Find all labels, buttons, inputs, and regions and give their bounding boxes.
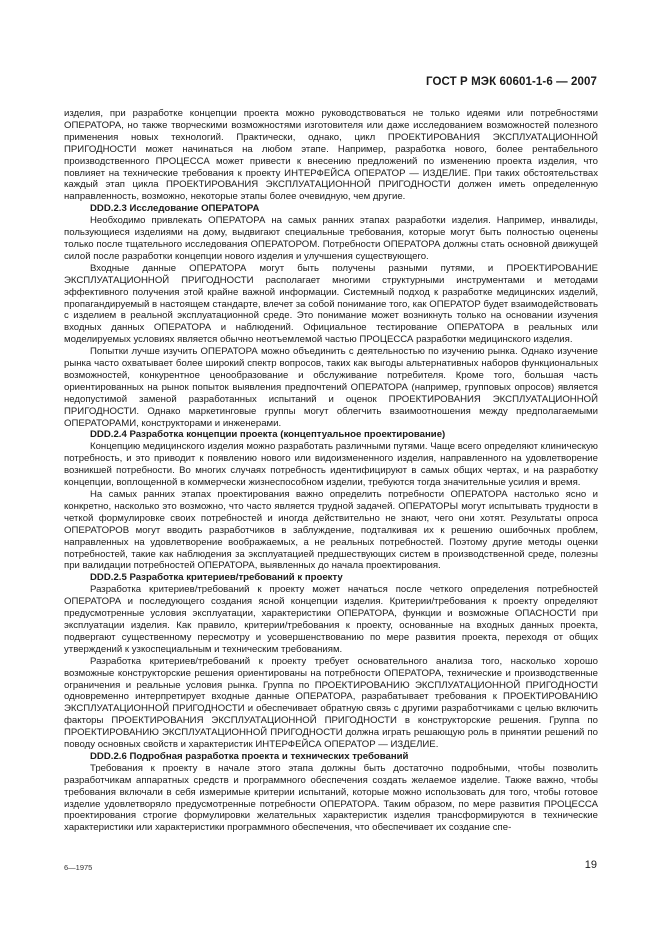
- paragraph-2-4-b: На самых ранних этапах проектирования важно определить потребности ОПЕРАТОРА настолько ясно и конкретно, насколько это возможно, что часто является трудной задачей. ОПЕРАТОРЫ могут испытывать трудности в четкой формулировке своих потребностей и иногда действительно не знают, чего они хотят. Результаты опроса ОПЕРАТОРОВ могут вводить разработчиков в заблуждение, подталкивая их к решению ошибочных проблем, направленных на удовлетворение воображаемых, а не реальных потребностей. Поэтому другие методы оценки потребностей, такие как наблюдения за эксплуатацией предшествующих систем в производственной среде, полезны при валидации потребностей ОПЕРАТОРА, выявленных до начала проектирования.: [64, 489, 598, 572]
- paragraph-2-6-a: Требования к проекту в начале этого этапа должны быть достаточно подробными, чтобы позволить разработчикам аппаратных средств и программного обеспечения создать желаемое изделие. Также важно, чтобы требования включали в себя измеримые критерии испытаний, которые можно использовать для того, чтобы готовое изделие удовлетворяло предусмотренные потребности ОПЕРАТОРА. Таким образом, по мере развития ПРОЦЕССА проектирования строгие формулировки желательных характеристик изделия трансформируются в технические характеристики или характеристики программного обеспечения, что обеспечивает их создание спе-: [64, 762, 598, 834]
- paragraph-2-3-b: Входные данные ОПЕРАТОРА могут быть получены разными путями, и ПРОЕКТИРОВАНИЕ ЭКСПЛУАТАЦИОННОЙ ПРИГОДНОСТИ располагает многими структурными инструментами и методами эффективного получения этой крайне важной информации. Системный подход к разработке медицинских изделий, пропагандируемый в настоящем стандарте, влечет за собой понимание того, как ОПЕРАТОР будет взаимодействовать с изделием в реальной эксплуатационной среде. Это понимание может возникнуть только на основании изучения входных данных ОПЕРАТОРА и наблюдений. Официальное тестирование ОПЕРАТОРА в реальных или моделируемых условиях является обычно неотъемлемой частью ПРОЦЕССА разработки медицинского изделия.: [64, 262, 598, 346]
- page-number: 19: [584, 859, 597, 871]
- paragraph-2-5-a: Разработка критериев/требований к проекту может начаться после четкого определения потребностей ОПЕРАТОРА и последующего создания ясной концепции изделия. Критерии/требования к проекту определяют предусмотренные условия эксплуатации, характеристики ОПЕРАТОРА, функции и возможные ОПАСНОСТИ при эксплуатации изделия. Как правило, критерии/требования к проекту, основанные на входных данных проекта, подвергают существенному пересмотру и усовершенствованию по мере развития проекта, переходя от общих утверждений к узкоспециальным и техническим требованиям.: [64, 584, 598, 655]
- document-body: [64, 108, 598, 834]
- paragraph-intro: изделия, при разработке концепции проекта можно руководствоваться не только идеями или потребностями ОПЕРАТОРА, но также творческими возможностями изготовителя или даже исследованием возможностей полезного применения новых технологий. Практически, однако, цикл ПРОЕКТИРОВАНИЯ ЭКСПЛУАТАЦИОННОЙ ПРИГОДНОСТИ может начинаться на любом этапе. Например, разработка нового, более рентабельного производственного ПРОЦЕССА может привести к внесению предложений по изменению проекта изделия, что повлияет на технические требования к проекту ИНТЕРФЕЙСА ОПЕРАТОР — ИЗДЕЛИЕ. При таких обстоятельствах каждый этап цикла ПРОЕКТИРОВАНИЯ ЭКСПЛУАТАЦИОННОЙ ПРИГОДНОСТИ должен иметь определенную направленность, возможно, некоторые этапы более очевидную, чем другие.: [64, 108, 598, 203]
- section-heading-ddd-2-3: DDD.2.3 Исследование ОПЕРАТОРА: [90, 203, 260, 215]
- standard-header: ГОСТ Р МЭК 60601-1-6 — 2007: [426, 76, 597, 88]
- section-heading-ddd-2-4: DDD.2.4 Разработка концепции проекта (концептуальное проектирование): [90, 429, 446, 441]
- print-code: 6—1975: [64, 863, 93, 872]
- paragraph-2-4-a: Концепцию медицинского изделия можно разработать различными путями. Чаще всего определяют клиническую потребность, и это приводит к появлению нового или видоизмененного изделия, направленного на удовлетворение возникшей потребности. Во многих случаях потребность идентифицируют в самых общих чертах, и на разработку концепции, воплощенной в коммерчески жизнеспособном изделии, требуются тогда значительные усилия и время.: [64, 441, 598, 489]
- paragraph-2-3-c: Попытки лучше изучить ОПЕРАТОРА можно объединить с деятельностью по изучению рынка. Однако изучение рынка часто охватывает более широкий спектр вопросов, таких как выгоды альтернативных наборов функциональных возможностей, конкурентное ценообразование и обслуживание потребителя. Кроме того, большая часть ориентированных на рынок попыток выявления предпочтений ОПЕРАТОРА (например, групповых опросов) является недопустимой заменой разработанных испытаний и оценок ПРОЕКТИРОВАНИЯ ЭКСПЛУАТАЦИОННОЙ ПРИГОДНОСТИ. Однако маркетинговые группы могут облегчить взаимоотношения между предполагаемыми ОПЕРАТОРАМИ, конструкторами и инженерами.: [64, 346, 598, 429]
- section-heading-ddd-2-5: DDD.2.5 Разработка критериев/требований к проекту: [90, 572, 343, 584]
- section-heading-ddd-2-6: DDD.2.6 Подробная разработка проекта и технических требований: [90, 750, 409, 762]
- paragraph-2-3-a: Необходимо привлекать ОПЕРАТОРА на самых ранних этапах разработки изделия. Например, инвалиды, пользующиеся изделиями на дому, выдвигают специальные требования, которые могут быть полностью оценены только после тщательного исследования ОПЕРАТОРОМ. Потребности ОПЕРАТОРА должны стать основной движущей силой после разработки концепции нового изделия и улучшения существующего.: [64, 215, 598, 262]
- paragraph-2-5-b: Разработка критериев/требований к проекту требует основательного анализа того, насколько хорошо возможные конструкторские решения ориентированы на потребности ОПЕРАТОРА, технические и производственные ограничения и реальные условия рынка. Группа по ПРОЕКТИРОВАНИЮ ЭКСПЛУАТАЦИОННОЙ ПРИГОДНОСТИ одновременно интерпретирует входные данные ОПЕРАТОРА, разрабатывает требования к ПРОЕКТИРОВАНИЮ ЭКСПЛУАТАЦИОННОЙ ПРИГОДНОСТИ и обеспечивает обратную связь с другими разработчиками с целью включить факторы ПРОЕКТИРОВАНИЯ ЭКСПЛУАТАЦИОННОЙ ПРИГОДНОСТИ в конструкторские решения. Группа по ПРОЕКТИРОВАНИЮ ЭКСПЛУАТАЦИОННОЙ ПРИГОДНОСТИ должна играть решающую роль в принятии решений по поводу основных свойств и характеристик ИНТЕРФЕЙСА ОПЕРАТОР — ИЗДЕЛИЕ.: [64, 655, 598, 751]
